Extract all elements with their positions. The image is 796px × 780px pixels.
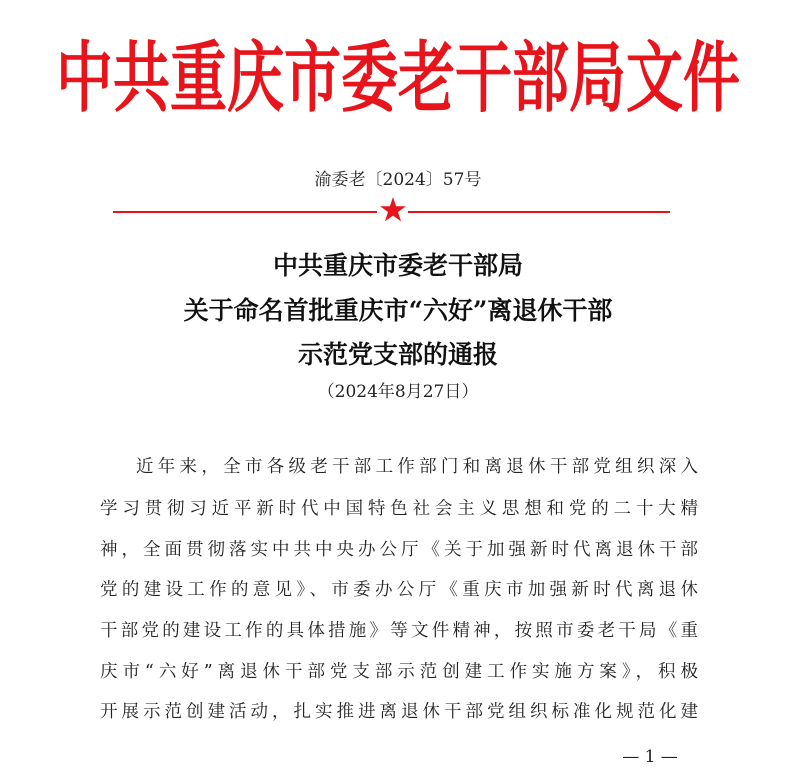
notice-title-line-3: 示范党支部的通报 xyxy=(297,340,498,369)
red-star-icon xyxy=(379,196,407,224)
body-line: 党的建设工作的意见》、市委办公厅《重庆市加强新时代离退休 xyxy=(100,580,698,600)
notice-title-line-2: 关于命名首批重庆市“六好”离退休干部 xyxy=(183,296,613,325)
document-number: 渝委老〔2024〕57号 xyxy=(314,170,482,190)
masthead-title: 中共重庆市委老干部局文件 xyxy=(56,34,740,124)
issue-date: （2024年8月27日） xyxy=(317,382,479,402)
notice-title-line-1: 中共重庆市委老干部局 xyxy=(272,251,523,280)
body-line: 干部党的建设工作的具体措施》等文件精神，按照市委老干局《重 xyxy=(100,621,698,641)
red-divider-right xyxy=(408,211,670,213)
page-number: — 1 — xyxy=(622,747,678,767)
body-line: 开展示范创建活动，扎实推进离退休干部党组织标准化规范化建 xyxy=(100,702,698,722)
body-line: 学习贯彻习近平新时代中国特色社会主义思想和党的二十大精 xyxy=(100,499,698,519)
body-line: 近年来，全市各级老干部工作部门和离退休干部党组织深入 xyxy=(136,457,698,477)
body-line: 庆市“六好”离退休干部党支部示范创建工作实施方案》，积极 xyxy=(100,662,698,682)
body-line: 神，全面贯彻落实中共中央办公厅《关于加强新时代离退休干部 xyxy=(100,540,698,560)
red-divider-left xyxy=(113,211,377,213)
